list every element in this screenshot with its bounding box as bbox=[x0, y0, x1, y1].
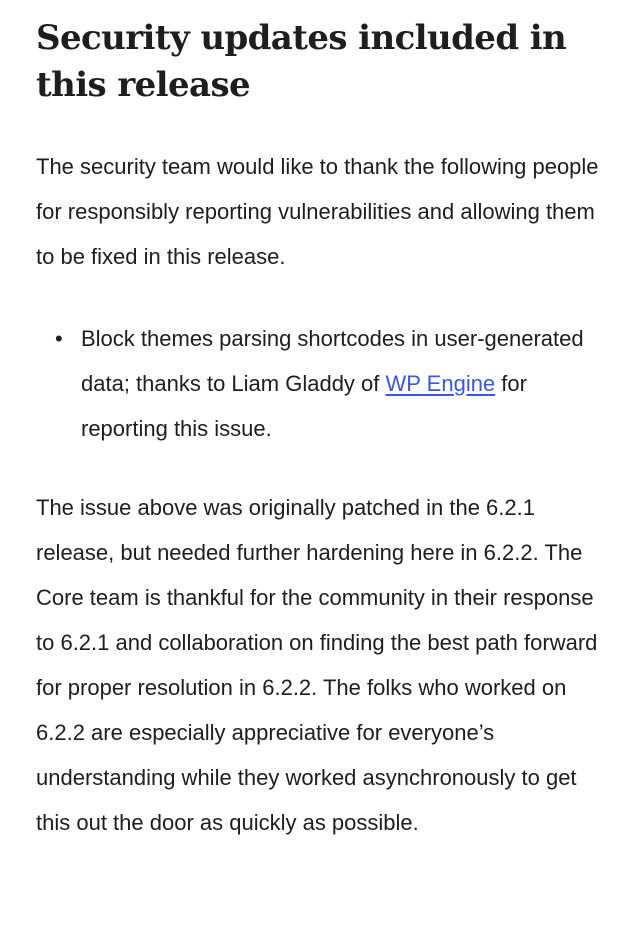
credits-list bbox=[36, 316, 606, 451]
intro-paragraph: The security team would like to thank the following people for responsibly reporting vulnerabilities and allowing them to be fixed in this release. bbox=[36, 154, 599, 269]
outro-paragraph: The issue above was originally patched in the 6.2.1 release, but needed further hardening here in 6.2.2. The Core team is thankful for the community in their response to 6.2.1 and collaboration on finding the best path forward for proper resolution in 6.2.2. The folks who worked on 6.2.2 are especially appreciative for everyone’s understanding while they worked asynchronously to get this out the door as quickly as possible. bbox=[36, 495, 598, 835]
list-item-text-end: for reporting this issue. bbox=[81, 371, 527, 441]
section-heading: Security updates included in this release bbox=[36, 18, 567, 105]
article-content bbox=[36, 0, 606, 845]
list-item bbox=[55, 316, 606, 451]
wp-engine-link[interactable]: WP Engine bbox=[385, 371, 496, 396]
list-item-text: Block themes parsing shortcodes in user-generated data; thanks to Liam Gladdy of bbox=[81, 326, 584, 396]
bullet-icon: • bbox=[55, 326, 63, 351]
